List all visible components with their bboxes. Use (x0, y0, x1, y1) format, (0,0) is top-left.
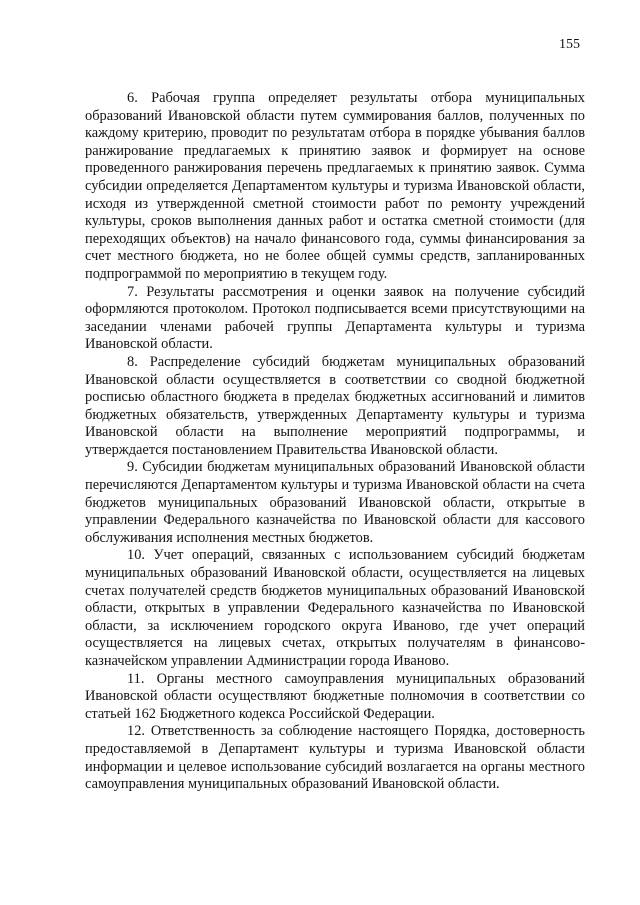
document-body (85, 90, 585, 794)
paragraph-12: 12. Ответственность за соблюдение настоящего Порядка, достоверность предоставляемой в Департамент культуры и туризма Ивановской области информации и целевое использование субсидий возлагается на органы местного самоуправления муниципальных образований Ивановской области. (85, 723, 585, 793)
paragraph-10: 10. Учет операций, связанных с использованием субсидий бюджетам муниципальных образований Ивановской области, осуществляется на лицевых счетах получателей средств бюджетов муниципальных образований Ивановской области, открытых в управлении Федерального казначейства по Ивановской области, за исключением городского округа Иваново, где учет операций осуществляется на лицевых счетах, открытых получателям в финансово-казначейском управлении Администрации города Иваново. (85, 547, 585, 669)
page-number: 155 (559, 37, 580, 52)
paragraph-11: 11. Органы местного самоуправления муниципальных образований Ивановской области осуществляют бюджетные полномочия в соответствии со статьей 162 Бюджетного кодекса Российской Федерации. (85, 670, 585, 722)
paragraph-7: 7. Результаты рассмотрения и оценки заявок на получение субсидий оформляются протоколом. Протокол подписывается всеми присутствующими на заседании членами рабочей группы Департамента культуры и туризма Ивановской области. (85, 283, 585, 353)
paragraph-8: 8. Распределение субсидий бюджетам муниципальных образований Ивановской области осуществляется в соответствии со сводной бюджетной росписью областного бюджета в пределах бюджетных ассигнований и лимитов бюджетных обязательств, утвержденных Департаменту культуры и туризма Ивановской области на выполнение мероприятий подпрограммы, и утверждается постановлением Правительства Ивановской области. (85, 353, 585, 458)
paragraph-6: 6. Рабочая группа определяет результаты отбора муниципальных образований Ивановской области путем суммирования баллов, полученных по каждому критерию, проводит по результатам отбора в порядке убывания баллов ранжирование предлагаемых к принятию заявок и формирует на основе проведенного ранжирования перечень предлагаемых к принятию заявок. Сумма субсидии определяется Департаментом культуры и туризма Ивановской области, исходя из утвержденной сметной стоимости работ по ремонту учреждений культуры, сроков выполнения данных работ и остатка сметной стоимости (для переходящих объектов) на начало финансового года, суммы финансирования за счет местного бюджета, но не более общей суммы средств, запланированных подпрограммой по мероприятию в текущем году. (85, 90, 585, 282)
paragraph-9: 9. Субсидии бюджетам муниципальных образований Ивановской области перечисляются Департаментом культуры и туризма Ивановской области на счета бюджетов муниципальных образований Ивановской области, открытые в управлении Федерального казначейства по Ивановской области для кассового обслуживания исполнения местных бюджетов. (85, 459, 585, 546)
